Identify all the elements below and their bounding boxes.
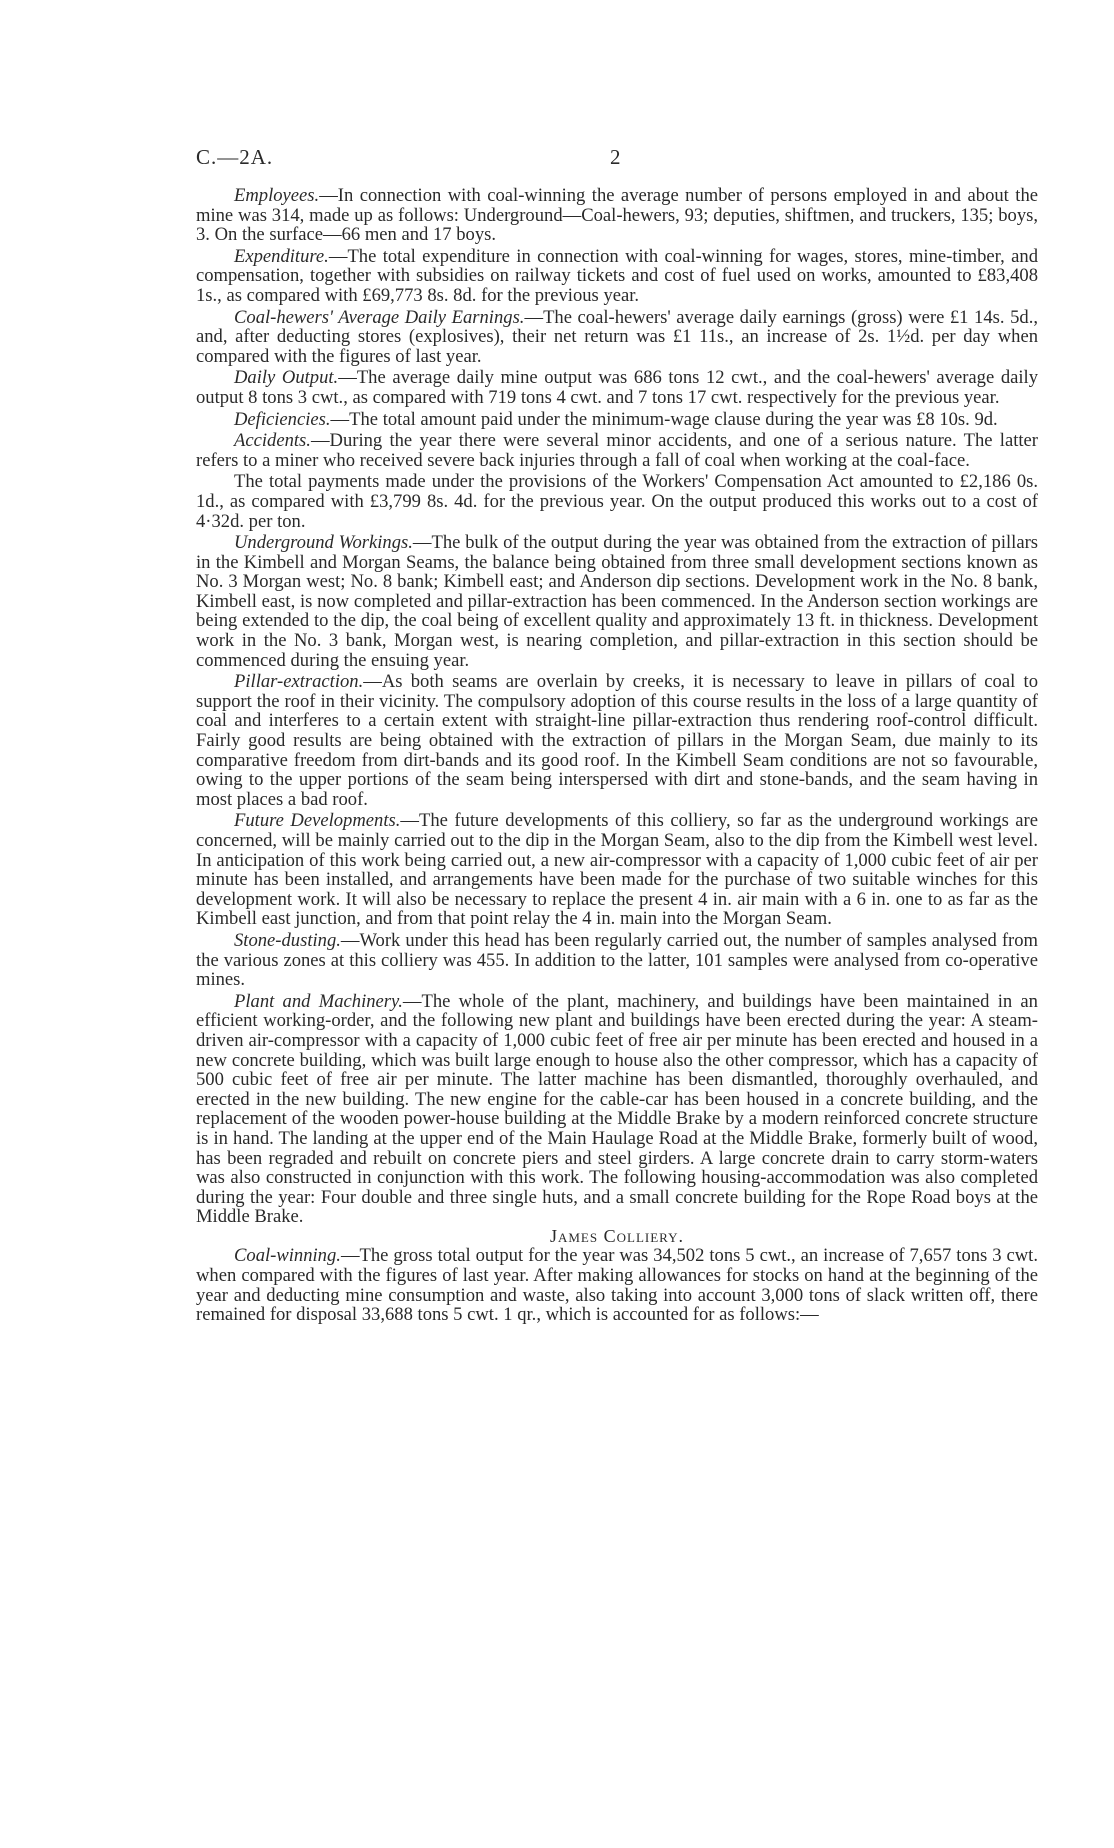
paragraph-accidents (196, 431, 1038, 470)
report-body (196, 186, 1038, 1325)
paragraph-text: —The average daily mine output was 686 tons 12 cwt., and the coal-hewers' average daily output 8 tons 3 cwt., as compared with 719 tons 4 cwt. and 7 tons 17 cwt. respectively for the previous year. (196, 367, 1039, 408)
paragraph-underground-workings (196, 533, 1038, 670)
paragraph-plant-machinery (196, 992, 1038, 1227)
paragraph-heading: Expenditure. (234, 245, 329, 267)
paragraph-expenditure (196, 247, 1038, 306)
paragraph-heading: Deficiencies. (234, 408, 331, 430)
paragraph-heading: Underground Workings. (234, 532, 413, 554)
paragraph-heading: Future Developments. (234, 810, 401, 832)
paragraph-stone-dusting (196, 931, 1038, 990)
paragraph-deficiencies (196, 410, 1038, 430)
paragraph-future-developments (196, 811, 1038, 929)
paragraph-compensation (196, 472, 1038, 531)
paragraph-text: —Work under this head has been regularly carried out, the number of samples analysed from the various zones at this colliery was 455. In addition to the latter, 101 samples were analysed from co-operative mines. (196, 929, 1038, 991)
paragraph-coal-winning (196, 1246, 1038, 1324)
paragraph-daily-earnings (196, 308, 1038, 367)
paragraph-heading: Daily Output. (234, 367, 339, 389)
paragraph-heading: Coal-winning. (234, 1245, 341, 1267)
paragraph-text: —The bulk of the output during the year was obtained from the extraction of pillars in the Kimbell and Morgan Seams, the balance being obtained from three small development sections known as No. 3 Morgan west; No. 8 bank; Kimbell east; and Anderson dip sections. Development work in the No. 8 bank, Kimbell east, is now completed and pillar-extraction has been commenced. In the Anderson section workings are being extended to the dip, the coal being of excellent quality and approximately 13 ft. in thickness. Development work in the No. 3 bank, Morgan west, is nearing completion, and pillar-extraction in this section should be commenced during the ensuing year. (196, 532, 1039, 671)
paragraph-text: —In connection with coal-winning the average number of persons employed in and about the mine was 314, made up as follows: Underground—Coal-hewers, 93; deputies, shiftmen, and truckers, 135; boys, 3. On the surface—66 men and 17 boys. (196, 185, 1038, 246)
paragraph-heading: Pillar-extraction. (234, 671, 364, 693)
page-number: 2 (610, 145, 622, 169)
paragraph-text: —The total amount paid under the minimum-wage clause during the year was £8 10s. 9d. (330, 408, 998, 430)
paragraph-pillar-extraction (196, 672, 1038, 809)
paragraph-text: —As both seams are overlain by creeks, it is necessary to leave in pillars of coal to support the roof in their vicinity. The compulsory adoption of this course results in the loss of a large quantity of coal and interferes to a certain extent with straight-line pillar-extraction thus rendering roof-control difficult. Fairly good results are being obtained with the extraction of pillars in the Morgan Seam, due mainly to its comparative freedom from dirt-bands and its good roof. In the Kimbell Seam conditions are not so favourable, owing to the upper portions of the seam being interspersed with dirt and stone-bands, and the seam having in most places a bad roof. (196, 671, 1038, 810)
paragraph-text: —The total expenditure in connection with coal-winning for wages, stores, mine-timber, and compensation, together with subsidies on railway tickets and cost of fuel used on works, amounted to £83,408 1s., as compared with £69,773 8s. 8d. for the previous year. (196, 245, 1038, 306)
paragraph-heading: Accidents. (234, 430, 311, 452)
paragraph-heading: Employees. (234, 185, 320, 206)
paragraph-text: —The future developments of this colliery, so far as the underground workings are concerned, will be mainly carried out to the dip in the Morgan Seam, also to the dip from the Kimbell west level. In anticipation of this work being carried out, a new air-compressor with a capacity of 1,000 cubic feet of air per minute has been installed, and arrangements have been made for the purchase of two suitable winches for this development work. It will also be necessary to replace the present 4 in. air main with a 6 in. one to as far as the Kimbell east junction, and from that point relay the 4 in. main into the Morgan Seam. (196, 810, 1038, 930)
paragraph-heading: Plant and Machinery. (234, 990, 403, 1012)
paragraph-text: —During the year there were several minor accidents, and one of a serious nature. The latter refers to a miner who received severe back injuries through a fall of coal when working at the coal-face. (196, 430, 1038, 471)
paragraph-employees (196, 186, 1038, 245)
paragraph-heading: Stone-dusting. (234, 929, 341, 951)
report-code: C.—2A. (196, 145, 274, 169)
paragraph-text: —The coal-hewers' average daily earnings (gross) were £1 14s. 5d., and, after deducting stores (explosives), their net return was £1 11s., an increase of 2s. 1½d. per day when compared with the figures of last year. (196, 306, 1039, 367)
paragraph-daily-output (196, 368, 1038, 407)
section-title: James Colliery. (549, 1225, 684, 1246)
paragraph-text: —The whole of the plant, machinery, and buildings have been maintained in an efficient working-order, and the following new plant and buildings have been erected during the year: A steam-driven air-compressor with a capacity of 1,000 cubic feet of free air per minute has been erected and housed in a new concrete building, which was built large enough to house also the other compressor, which has a capacity of 500 cubic feet of free air per minute. The latter machine has been dismantled, thoroughly overhauled, and erected in the new building. The new engine for the cable-car has been housed in a concrete building, and the replacement of the wooden power-house building at the Middle Brake by a modern reinforced concrete structure is in hand. The landing at the upper end of the Main Haulage Road at the Middle Brake, formerly built of wood, has been regraded and rebuilt on concrete piers and steel girders. A large concrete drain to carry storm-waters was also constructed in conjunction with this work. The following housing-accommodation was also completed during the year: Four double and three single huts, and a small concrete building for the Rope Road boys at the Middle Brake. (196, 990, 1038, 1228)
paragraph-text: The total payments made under the provisions of the Workers' Compensation Act amounted to £2,186 0s. 1d., as compared with £3,799 8s. 4d. for the previous year. On the output produced this works out to a cost of 4·32d. per ton. (196, 471, 1038, 532)
paragraph-text: —The gross total output for the year was 34,502 tons 5 cwt., an increase of 7,657 tons 3 cwt. when compared with the figures of last year. After making allowances for stocks on hand at the beginning of the year and deducting mine consumption and waste, also taking into account 3,000 tons of slack written off, there remained for disposal 33,688 tons 5 cwt. 1 qr., which is accounted for as follows:— (196, 1245, 1038, 1326)
paragraph-heading: Coal-hewers' Average Daily Earnings. (234, 306, 525, 328)
